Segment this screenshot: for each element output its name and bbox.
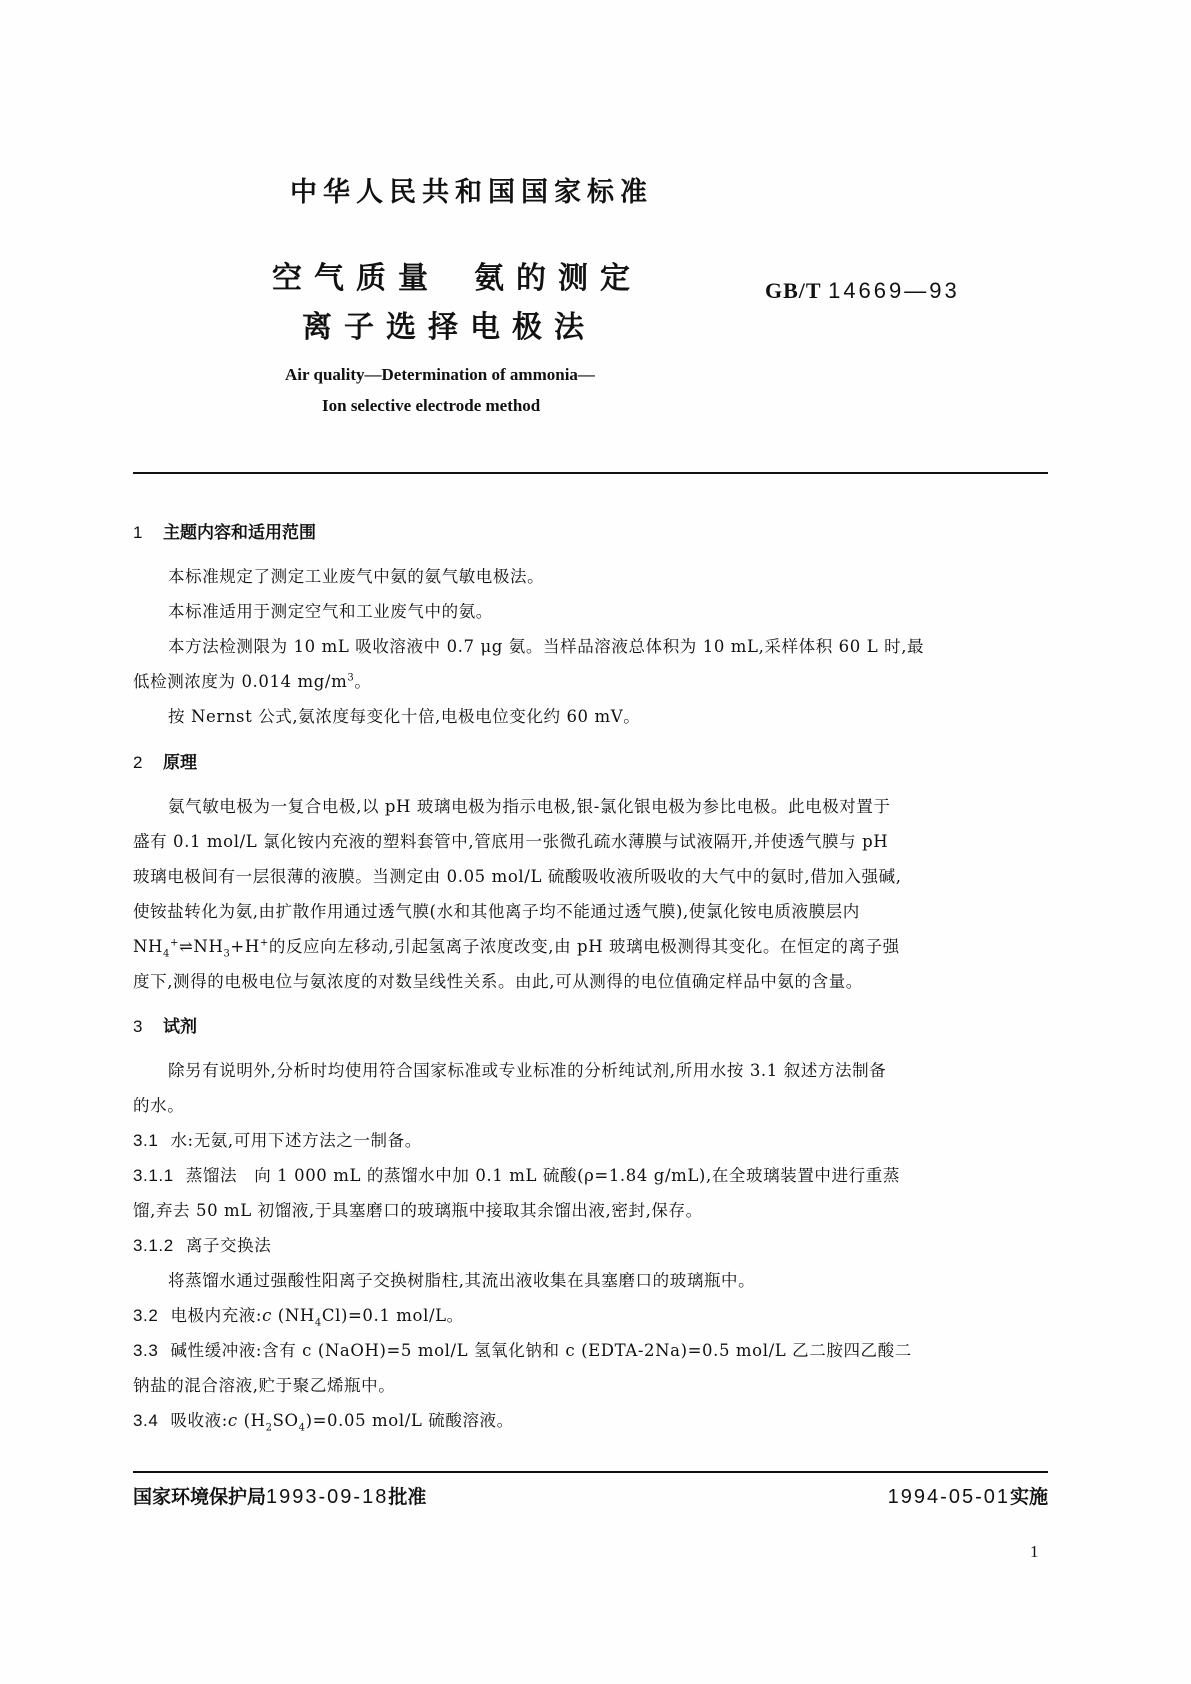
clause-number: 3.2 xyxy=(133,1306,159,1325)
approve-date: 1993-09-18 xyxy=(266,1486,389,1508)
text-run: SO xyxy=(272,1411,299,1430)
section-number: 2 xyxy=(133,753,143,772)
paragraph-line: 除另有说明外,分析时均使用符合国家标准或专业标准的分析纯试剂,所用水按 3.1 叙述方法制备 xyxy=(168,1061,887,1080)
paragraph: 本标准适用于测定空气和工业废气中的氨。 xyxy=(168,602,493,621)
title-cn-part2: 氨的测定 xyxy=(474,261,642,296)
standard-code-number: 14669—93 xyxy=(828,278,960,303)
paragraph-line: 氨气敏电极为一复合电极,以 pH 玻璃电极为指示电极,银-氯化银电极为参比电极。此电极对置于 xyxy=(168,797,891,816)
page-number: 1 xyxy=(1030,1542,1039,1561)
text-run: 的反应向左移动,引起氢离子浓度改变,由 pH 玻璃电极测得其变化。在恒定的离子强 xyxy=(268,937,900,956)
chemical-equation: $NH_4^+\rightleftharpoons NH_3+H^+$ xyxy=(133,937,269,960)
section-title: 主题内容和适用范围 xyxy=(163,523,316,543)
approver: 国家环境保护局 xyxy=(133,1486,267,1508)
paragraph-line: 玻璃电极间有一层很薄的液膜。当测定由 0.05 mol/L 硫酸吸收液所吸收的大气中的氨时,借加入强碱, xyxy=(133,867,902,886)
section-1-heading xyxy=(133,518,316,543)
effective-date: 1994-05-01 xyxy=(887,1486,1010,1508)
paragraph: 按 Nernst 公式,氨浓度每变化十倍,电极电位变化约 60 mV。 xyxy=(168,707,641,726)
text-run: )=0.05 mol/L 硫酸溶液。 xyxy=(305,1411,514,1430)
text-run: (H xyxy=(237,1411,266,1430)
header-divider xyxy=(133,472,1048,474)
clause-3-1-1 xyxy=(133,1162,900,1186)
section-title: 原理 xyxy=(163,753,197,773)
title-en-line2: Ion selective electrode method xyxy=(322,396,541,415)
paragraph-line xyxy=(133,933,900,960)
national-standard-heading: 中华人民共和国国家标准 xyxy=(290,177,653,208)
paragraph: 本标准规定了测定工业废气中氨的氨气敏电极法。 xyxy=(168,567,545,586)
text-run: (NH xyxy=(271,1306,315,1325)
text-run: 电极内充液: xyxy=(170,1306,263,1325)
title-cn-line2: 离子选择电极法 xyxy=(302,310,596,345)
paragraph-line: 将蒸馏水通过强酸性阳离子交换树脂柱,其流出液收集在具塞磨口的玻璃瓶中。 xyxy=(168,1271,756,1290)
clause-text: 碱性缓冲液:含有 c (NaOH)=5 mol/L 氢氧化钠和 c (EDTA-2Na)=0.5 mol/L 乙二胺四乙酸二 xyxy=(170,1341,912,1360)
effective-info xyxy=(888,1482,1048,1509)
approve-label: 批准 xyxy=(388,1486,427,1508)
clause-number: 3.3 xyxy=(133,1341,159,1360)
section-title: 试剂 xyxy=(163,1017,197,1037)
clause-number: 3.1 xyxy=(133,1131,159,1150)
text-run: Cl)=0.1 mol/L。 xyxy=(321,1306,464,1325)
clause-number: 3.1.1 xyxy=(133,1166,174,1185)
standard-code xyxy=(765,278,960,304)
clause-3-1 xyxy=(133,1127,422,1151)
text-run: c xyxy=(262,1306,272,1325)
title-cn-line1 xyxy=(272,253,642,297)
text-run: 吸收液: xyxy=(170,1411,228,1430)
approval-info xyxy=(133,1482,426,1509)
clause-title: 离子交换法 xyxy=(185,1236,272,1255)
paragraph-line: 钠盐的混合溶液,贮于聚乙烯瓶中。 xyxy=(133,1376,396,1395)
clause-number: 3.4 xyxy=(133,1411,159,1430)
text-run: 。 xyxy=(354,672,372,691)
subscript: 4 xyxy=(298,1422,306,1434)
paragraph-line: 度下,测得的电极电位与氨浓度的对数呈线性关系。由此,可从测得的电位值确定样品中氨的含量。 xyxy=(133,972,863,991)
title-en-line1: Air quality—Determination of ammonia— xyxy=(285,365,595,384)
clause-3-4 xyxy=(133,1407,514,1434)
paragraph-line: 的水。 xyxy=(133,1096,185,1115)
paragraph-line: 本方法检测限为 10 mL 吸收溶液中 0.7 μg 氨。当样品溶液总体积为 10 mL,采样体积 60 L 时,最 xyxy=(168,637,925,656)
text-run: 低检测浓度为 0.014 mg/m xyxy=(133,672,348,691)
standard-code-prefix: GB/T xyxy=(765,278,822,303)
clause-3-1-2 xyxy=(133,1232,271,1256)
paragraph-line xyxy=(133,668,371,692)
clause-3-2 xyxy=(133,1302,464,1329)
section-3-heading xyxy=(133,1012,197,1037)
paragraph-line: 盛有 0.1 mol/L 氯化铵内充液的塑料套管中,管底用一张微孔疏水薄膜与试液隔开,并使透气膜与 pH xyxy=(133,832,889,851)
section-number: 3 xyxy=(133,1017,143,1036)
text-run: c xyxy=(227,1411,238,1430)
clause-text: 水:无氨,可用下述方法之一制备。 xyxy=(170,1131,422,1150)
superscript: 3 xyxy=(347,672,355,684)
effective-label: 实施 xyxy=(1009,1486,1048,1508)
title-cn-part1: 空气质量 xyxy=(272,261,440,296)
clause-3-3 xyxy=(133,1337,912,1361)
section-2-heading xyxy=(133,748,197,773)
section-number: 1 xyxy=(133,523,143,542)
paragraph-line: 馏,弃去 50 mL 初馏液,于具塞磨口的玻璃瓶中接取其余馏出液,密封,保存。 xyxy=(133,1201,703,1220)
paragraph-line: 使铵盐转化为氨,由扩散作用通过透气膜(水和其他离子均不能通过透气膜),使氯化铵电质液膜层内 xyxy=(133,902,860,921)
subscript: 2 xyxy=(265,1422,273,1434)
footer-divider xyxy=(133,1471,1048,1473)
clause-number: 3.1.2 xyxy=(133,1236,174,1255)
clause-text: 蒸馏法 向 1 000 mL 的蒸馏水中加 0.1 mL 硫酸(ρ=1.84 g/mL),在全玻璃装置中进行重蒸 xyxy=(185,1166,900,1185)
subscript: 4 xyxy=(314,1317,322,1329)
